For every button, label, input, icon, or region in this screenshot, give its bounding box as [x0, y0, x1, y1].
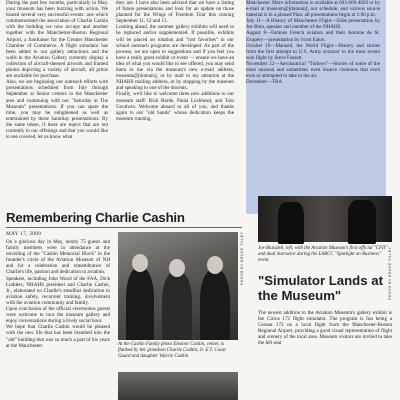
person-face [132, 254, 148, 272]
cashin-family-photo [118, 232, 238, 340]
family-photo-credit: PHOTO BY BRUCE TILLEY [240, 231, 244, 285]
simulator-photo-caption: Joe Blaisdell, left, with the Aviation Museum's first official "CFII" and dual instructor during the LARCC "Spotlight on Business" event. [258, 246, 388, 263]
event-photo [118, 372, 238, 400]
person-figure [348, 200, 376, 244]
article-title: Remembering Charlie Cashin [6, 210, 185, 225]
intro-column-2 [116, 0, 234, 206]
article-dateline: MAY 17, 2009 [6, 231, 42, 237]
title-rule [6, 227, 242, 228]
simulator-article-title: "Simulator Lands at the Museum" [258, 273, 383, 303]
article-text: On a glorious day in May, nearly 75 guests and family members were in attendance at the unveiling of the "Cashin Memorial Block" in the founder's circle of the Aviation Museum of NH and for a celebration and remembrance of Charlie's life, passion and dedication to aviation. Speakers, including John Wood of the FAA, Dick Ludders, NHAHS president and Charlie Cashin, Jr., elaborated on Charlie's steadfast dedication to aviation safety, recurrent training, involvement with the aviation community and family. Upon conclusion of the official ceremonies guests were welcome to tour the museum gallery and enjoy conversations during a lively social hour. We hope that Charlie Cashin would be pleased with the new life that has been breathed into the "old" building that was so much a part of his years at the Manchester [6, 239, 110, 349]
person-face [207, 256, 223, 274]
family-photo-caption: At the Cashin Family photo Eleanor Cashin, center, is flanked by her grandson Charlie Cashin, Jr. E.T. Coast Guard and daughter Valerie Cashin [118, 342, 226, 359]
simulator-photo [258, 196, 392, 242]
events-column [246, 0, 380, 192]
article-body [6, 239, 110, 400]
simulator-article-body: The newest addition to the Aviation Museum's gallery exhibit is the Cirrus 172 flight simulator. The program is fun being a Cessna 172 on a local flight from the Manchester-Boston Regional Airport, providing a good visual representation of flight and scenery of the local area. Museum visitors are invited to take the left seat [258, 310, 392, 347]
person-figure [200, 270, 230, 340]
person-face [169, 259, 185, 277]
person-figure [126, 268, 154, 340]
person-figure [278, 202, 304, 244]
person-figure [162, 272, 192, 340]
intro-text-2: they are. I have also been advised that we have a listing of future presentations and look for an update on those planned for the Wings of Freedom Tour this coming September 11, 12 and 13. Looking ahead, the summer gallery exhibits will need to be replaced and/or supplemented. If possible, exhibits will be placed on rotation and "lost favorites" in our school outreach programs are developed. As part of the process, we are open to suggestions and if you feel you have a really great exhibit or event — ensure we have an idea of what you would like to see offered, you may send them to me via the museum's new e-mail address, museum@[domain], or by mail to my attention at the NHAHS mailing address, or by stopping by the museum and speaking to one of the docents. Finally, we'd like to welcome three new additions to our museum staff: Rick Barde, Paula Lockhead, and Tom Goodwin. Welcome aboard to all of you, and thanks again to our "old hands" whose dedication keeps the museum running. [116, 0, 234, 122]
simulator-photo-credit: PHOTO BY BRUCE TILLEY [388, 246, 392, 300]
intro-column-1 [6, 0, 108, 206]
intro-text-1: During the past few months, particularly in May, your museum has been buzzing with action. We hosted several very successful events: one which commemorated the association of Charlie Cashin with the building we now occupy and another together with the Manchester-Boston Regional Airport, a fundraiser for the Greater Manchester Chamber of Commerce. A flight simulator has been added to our gallery attractions and the walls in the Aviation Gallery currently display a collection of aircraft-themed artwork and framed photos depicting a variety of aircraft, all prints are available for purchase. Also, we are beginning our outreach efforts with presentations scheduled from July through September at Senior centers in the Manchester area and continuing with our "Saturday at The Museum" presentations. If you can spare the time, you may be enlightened as well as entertained by these Saturday presentations. By the same token, if there are topics that are not currently in our offerings and that you would like to see covered, let us know what [6, 0, 108, 141]
events-text: Manchester. More information is available at 603-669-4820 or by e-mail at museum@[domain]; our schedule, and various source material is in a phased Plan: all presentations begin at 1:00 p.m. July 11—A History of Manchester Flight—Slide presentation by Joe Breu, speaker and member of the NHAHS. August 8—Famous French aviators and their Antoine de St. Exupéry—presentation by Scott Eaton. October 10—Manned, the World Flight—History and stories from the first attempt to U.S. Army aviators' to the most recent solo flight by Steve Fossett. November 22—Aeronautical "Turkeys"—Stories of some of the most unusual and sometimes even bizarre creations that even took or attempted to take to the air. December—TBA [246, 0, 380, 86]
